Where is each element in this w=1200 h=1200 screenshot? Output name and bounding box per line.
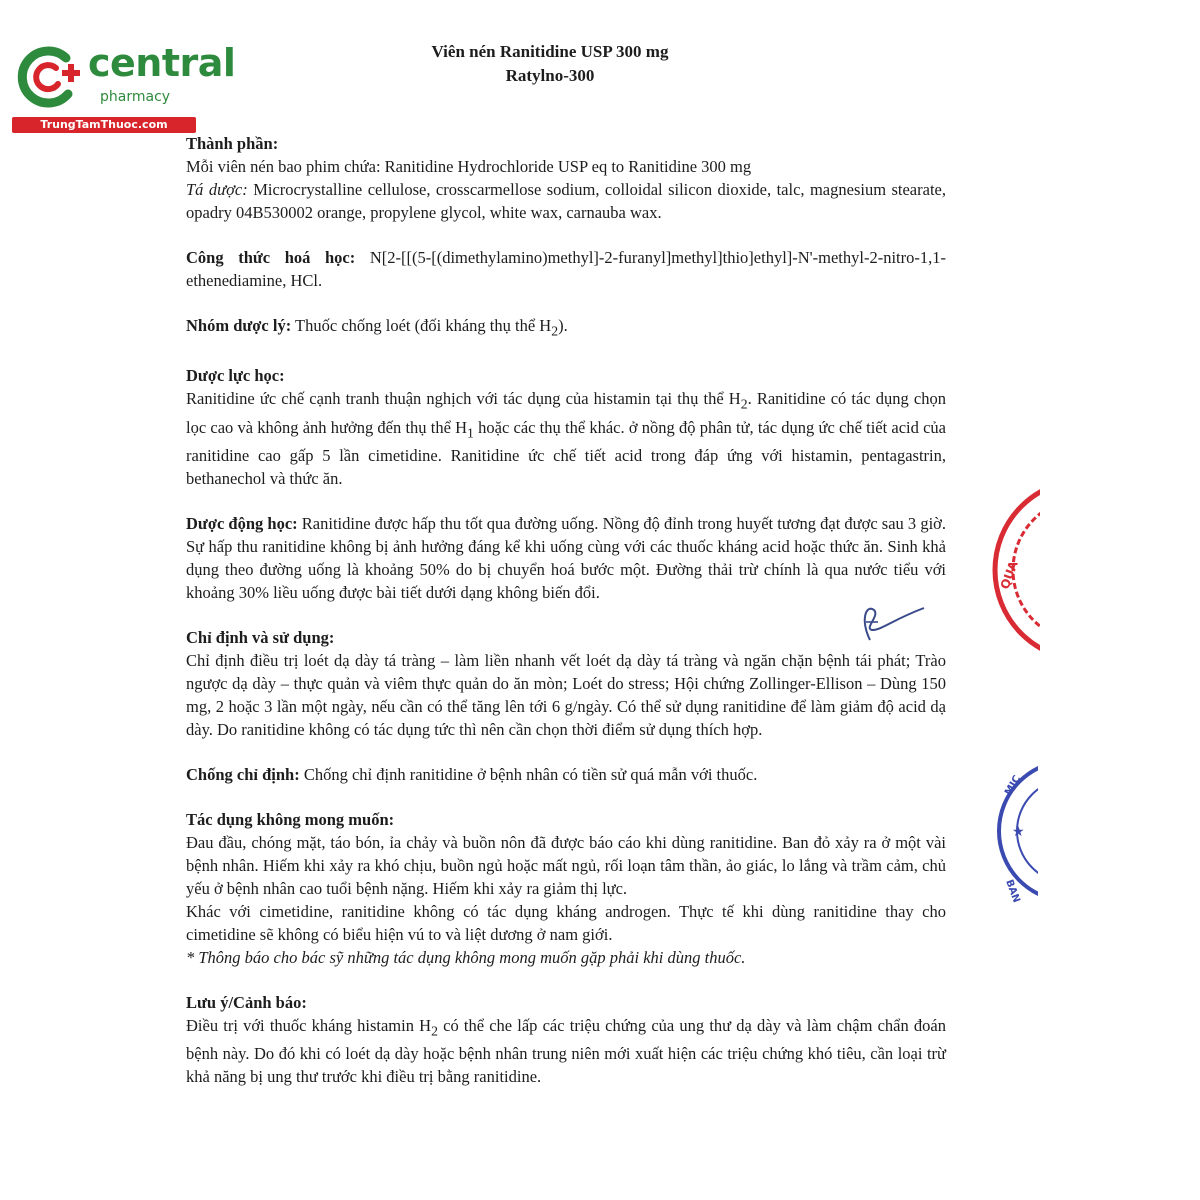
- subscript: 2: [551, 323, 559, 339]
- side-effects-note: * Thông báo cho bác sỹ những tác dụng không mong muốn gặp phải khi dùng thuốc.: [186, 947, 746, 967]
- pharmacodynamics-text: [186, 387, 946, 490]
- brand-website[interactable]: TrungTamThuoc.com: [12, 117, 196, 133]
- brand-name: central: [88, 41, 236, 85]
- section-tac-dung-khong-mong-muon: [186, 808, 946, 969]
- composition-text: Mỗi viên nén bao phim chứa: Ranitidine Hydrochloride USP eq to Ranitidine 300 mg: [186, 157, 752, 176]
- svg-text:MIC: MIC: [1003, 773, 1024, 798]
- section-thanh-phan: [186, 132, 946, 224]
- document-body: [186, 132, 946, 1110]
- section-cong-thuc: [186, 246, 946, 292]
- section-heading: Lưu ý/Cảnh báo:: [186, 992, 307, 1012]
- section-luu-y: [186, 991, 946, 1088]
- section-heading: Nhóm dược lý:: [186, 316, 292, 335]
- pharm-group-text: Thuốc chống loét (đối kháng thụ thể H: [295, 316, 552, 335]
- warnings-text: [186, 1014, 946, 1088]
- subscript: 2: [431, 1023, 438, 1039]
- central-logo-icon: [10, 36, 90, 116]
- excipients-label: Tá dược:: [186, 180, 248, 199]
- section-heading: Dược lực học:: [186, 366, 285, 386]
- brand-subtitle: pharmacy: [100, 89, 171, 105]
- document-title-block: [340, 40, 760, 88]
- section-chong-chi-dinh: [186, 763, 946, 786]
- document-title: Viên nén Ranitidine USP 300 mg: [431, 42, 669, 61]
- svg-text:★: ★: [1012, 824, 1025, 840]
- excipients-text: Microcrystalline cellulose, crosscarmellose sodium, colloidal silicon dioxide, talc, magnesium stearate, opadry 04B530002 orange, propylene glycol, white wax, carnauba wax.: [186, 180, 946, 222]
- subscript: 2: [740, 396, 748, 412]
- side-effects-text-2: Khác với cimetidine, ranitidine không có tác dụng kháng androgen. Thực tế khi dùng ranitidine thay cho cimetidine sẽ không có biểu hiện vú to và liệt dương ở nam giới.: [186, 901, 946, 944]
- red-seal-stamp-icon: [990, 470, 1040, 670]
- text-part: có thể che lấp các triệu chứng của ung thư dạ dày và làm chậm chẩn đoán bệnh này. Do đó khi có loét dạ dày hoặc bệnh nhân trung niên mới xuất hiện các triệu chứng khó tiêu, cần loại trừ khả năng bị ung thư trước khi điều trị bằng ranitidine.: [186, 1015, 946, 1087]
- contraindications-text: Chống chỉ định ranitidine ở bệnh nhân có tiền sử quá mẫn với thuốc.: [303, 764, 758, 784]
- section-heading: Chống chỉ định:: [186, 764, 300, 784]
- text-part: Điều trị với thuốc kháng histamin H: [186, 1015, 432, 1035]
- svg-text:QUA: QUA: [997, 559, 1021, 592]
- text-part: hoặc các thụ thể khác. ở nồng độ phân tử, tác dụng ức chế tiết acid của ranitidine cao gấp 5 lần cimetidine. Ranitidine ức chế tiết acid trong đáp ứng với histamin, pentagastrin, bethanechol và thức ăn.: [186, 417, 947, 488]
- section-heading: Công thức hoá học:: [186, 248, 356, 267]
- section-heading: Chỉ định và sử dụng:: [186, 627, 335, 647]
- section-heading: Thành phần:: [186, 134, 279, 153]
- svg-text:BAN: BAN: [1003, 878, 1022, 905]
- section-nhom-duoc-ly: [186, 314, 946, 342]
- blue-seal-stamp-icon: [994, 756, 1038, 906]
- section-chi-dinh: [186, 626, 946, 741]
- subscript: 1: [467, 424, 474, 440]
- side-effects-text: Đau đầu, chóng mặt, táo bón, ỉa chảy và buồn nôn đã được báo cáo khi dùng ranitidine. Ban đỏ xảy ra ở một vài bệnh nhân. Hiếm khi xảy ra khó chịu, buồn ngủ hoặc mất ngủ, rối loạn tâm thần, ảo giác, lo lắng và trầm cảm, chủ yếu ở bệnh nhân cao tuổi bệnh nặng. Hiếm khi xảy ra giảm thị lực.: [186, 832, 946, 898]
- document-subtitle: Ratylno-300: [505, 66, 595, 85]
- text-part: Ranitidine ức chế cạnh tranh thuận nghịch với tác dụng của histamin tại thụ thể H: [186, 389, 741, 409]
- pharmacokinetics-text: Ranitidine được hấp thu tốt qua đường uống. Nồng độ đỉnh trong huyết tương đạt được sau 3 giờ. Sự hấp thu ranitidine không bị ảnh hưởng đáng kể khi uống cùng với các thuốc kháng acid hoặc thức ăn. Sinh khả dụng theo đường uống là khoảng 50% do bị chuyển hoá bước một. Đường thải trừ chính là qua nước tiểu với khoảng 30% liều uống được bài tiết dưới dạng không biến đổi.: [186, 513, 947, 602]
- text-part: . Ranitidine có tác dụng chọn lọc cao và không ảnh hưởng đến thụ thể H: [186, 389, 946, 437]
- section-duoc-dong-hoc: [186, 512, 946, 604]
- pharm-group-text-end: ).: [558, 316, 568, 335]
- section-duoc-luc-hoc: [186, 364, 946, 490]
- signature-icon: [852, 600, 930, 644]
- section-heading: Dược động học:: [186, 513, 298, 533]
- formula-text: N[2-[[(5-[(dimethylamino)methyl]-2-furanyl]methyl]thio]ethyl]-N'-methyl-2-nitro-1,1-ethenediamine, HCl.: [186, 248, 946, 290]
- section-heading: Tác dụng không mong muốn:: [186, 809, 395, 829]
- indications-text: Chỉ định điều trị loét dạ dày tá tràng – làm liền nhanh vết loét dạ dày tá tràng và ngăn chặn bệnh tái phát; Trào ngược dạ dày – thực quản và viêm thực quản do ăn mòn; Loét do stress; Hội chứng Zollinger-Ellison – Dùng 150 mg, 2 hoặc 3 lần một ngày, nếu cần có thể tăng lên tới 6 g/ngày. Có thể sử dụng ranitidine để làm giảm độ acid dạ dày. Do ranitidine không có tác dụng tức thì nên cần chọn thời điểm sử dụng thích hợp.: [186, 650, 946, 739]
- excipients-paragraph: [186, 178, 946, 224]
